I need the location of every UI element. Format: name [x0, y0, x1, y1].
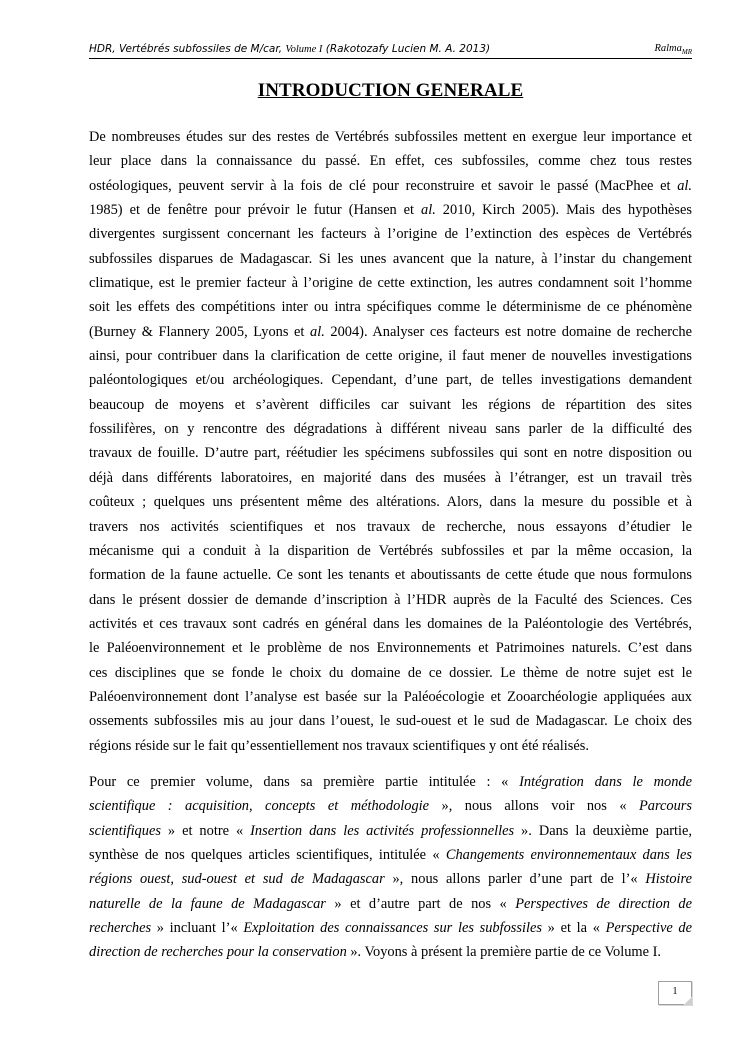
text-run: leur place dans la connaissance du passé. En effet, ces subfossiles, comme chez tous restes	[89, 153, 692, 170]
text-line	[89, 441, 692, 465]
text-line	[89, 794, 692, 818]
text-run: activités et ces travaux sont cadrés en général dans les domaines de la Paléontologie des Vertébrés,	[89, 615, 692, 632]
text-run: », nous allons parler d’une part de l’«	[384, 871, 646, 888]
text-run: De nombreuses études sur des restes de Vertébrés subfossiles mettent en exergue leur importance et	[89, 129, 692, 145]
text-line	[89, 198, 692, 222]
text-line	[89, 685, 692, 709]
text-run: mécanisme qui a conduit à la disparition de Vertébrés subfossiles et par la même occasion, la	[89, 542, 692, 559]
text-run: formation de la faune actuelle. Ce sont les tenants et aboutissants de cette étude que nous formulons	[89, 567, 692, 584]
italic-text: al.	[421, 202, 436, 219]
text-line	[89, 271, 692, 295]
text-run: ostéologiques, peuvent servir à la fois de clé pour reconstruire et savoir le passé (MacPhee et	[89, 177, 678, 194]
text-run: travers nos activités scientifiques et nos travaux de recherche, nous essayons d’étudier le	[89, 518, 692, 535]
italic-text: al.	[310, 323, 325, 340]
header-author: (Rakotozafy Lucien M. A. 2013)	[325, 43, 491, 55]
text-line	[89, 125, 692, 149]
text-run: déjà dans différents laboratoires, en majorité dans des musées à l’étranger, est un travail très	[89, 469, 692, 486]
text-run: Pour ce premier volume, dans sa première partie intitulée : «	[89, 774, 520, 790]
text-run: synthèse de nos quelques articles scientifiques, intitulée «	[89, 847, 446, 864]
italic-text: Perspective de	[605, 920, 692, 937]
text-run: régions réside sur le fait qu’essentiellement nos travaux scientifiques y ont été réalisés.	[89, 737, 589, 754]
text-line	[89, 344, 692, 368]
text-run: ces disciplines que se fonde le choix du domaine de ce dossier. Le thème de notre sujet est le	[89, 664, 692, 681]
header-title: HDR, Vertébrés subfossiles de M/car,	[89, 43, 283, 55]
text-run: (Burney & Flannery 2005, Lyons et	[89, 323, 311, 340]
text-line	[89, 709, 692, 733]
text-line	[89, 490, 692, 514]
italic-text: Intégration dans le monde	[519, 774, 693, 790]
header-rule	[89, 58, 692, 59]
italic-text: Parcours	[638, 798, 692, 815]
text-line	[89, 368, 692, 392]
text-run: 2004). Analyser ces facteurs est notre domaine de recherche	[324, 323, 692, 340]
header-right	[654, 43, 692, 56]
text-run: climatique, est le premier facteur à l’origine de cette extinction, les autres condamnent soit l’homme	[89, 275, 692, 292]
text-run: 2010, Kirch 2005). Mais des hypothèses	[435, 202, 692, 219]
text-line	[89, 588, 692, 612]
text-run: beaucoup de moyens et s’avèrent difficiles car suivant les régions de répartition des sites	[89, 396, 692, 413]
italic-text: Perspectives de direction de	[515, 895, 692, 912]
header-left	[89, 43, 490, 55]
page-number-box	[658, 981, 692, 1005]
text-line	[89, 515, 692, 539]
text-line	[89, 247, 692, 271]
italic-text: scientifiques	[89, 822, 161, 839]
italic-text: Exploitation des connaissances sur les subfossiles	[243, 920, 542, 937]
paragraph-2	[89, 770, 692, 965]
italic-text: Insertion dans les activités professionnelles	[250, 822, 515, 839]
text-line	[89, 174, 692, 198]
text-run: paléontologiques et/ou archéologiques. Cependant, d’une part, de telles investigations demandent	[89, 372, 692, 389]
text-line	[89, 843, 692, 867]
text-line	[89, 770, 692, 794]
text-run: » et d’autre part de nos «	[325, 895, 516, 912]
italic-text: direction de recherches pour la conservation	[89, 944, 347, 961]
italic-text: recherches	[89, 920, 152, 937]
text-run: dans le présent dossier de demande d’inscription à l’HDR auprès de la Faculté des Sciences. Ces	[89, 591, 692, 608]
text-run: », nous allons voir nos «	[429, 798, 639, 815]
page-number: 1	[672, 986, 678, 997]
text-line	[89, 661, 692, 685]
running-header	[89, 41, 692, 59]
italic-text: régions ouest, sud-ouest et sud de Madagascar	[89, 871, 385, 888]
text-run: travaux de fouille. D’autre part, réétudier les spécimens subfossiles qui sont en notre disposition ou	[89, 445, 692, 462]
italic-text: Changements environnementaux dans les	[445, 847, 692, 864]
text-run: » incluant l’«	[151, 920, 244, 937]
header-initials: Ralma	[654, 43, 682, 54]
section-title: INTRODUCTION GENERALE	[257, 80, 524, 101]
text-run: ainsi, pour contribuer dans la clarification de cette origine, il faut mener de nouvelles investigations	[89, 348, 692, 365]
text-line	[89, 636, 692, 660]
text-run: Paléoenvironnement dont l’analyse est basée sur la Paléoécologie et Zooarchéologie appliquées aux	[89, 688, 692, 705]
text-line	[89, 892, 692, 916]
text-run: » et notre «	[160, 822, 251, 839]
italic-text: Histoire	[645, 871, 692, 888]
text-line	[89, 916, 692, 940]
text-line	[89, 867, 692, 891]
text-run: ». Voyons à présent la première partie de ce Volume I.	[346, 944, 662, 961]
text-run: ossements subfossiles mis au jour dans l’ouest, le sud-ouest et le sud de Madagascar. Le choix des	[89, 713, 692, 730]
text-run: soit les effets des compétitions inter ou intra spécifiques comme le déterminisme de ce phénomène	[89, 299, 692, 316]
paragraph-1	[89, 125, 692, 758]
italic-text: scientifique : acquisition, concepts et méthodologie	[89, 798, 430, 815]
text-run: coûteux ; quelques uns présentent même des altérations. Alors, dans la mesure du possible et à	[89, 494, 692, 511]
text-line	[89, 295, 692, 319]
text-line	[89, 320, 692, 344]
text-line	[89, 940, 692, 964]
text-run: le Paléoenvironnement et le problème de nos Environnements et Patrimoines naturels. C’est dans	[89, 640, 692, 657]
text-line	[89, 539, 692, 563]
text-line	[89, 563, 692, 587]
text-line	[89, 417, 692, 441]
text-line	[89, 819, 692, 843]
header-volume: Volume I	[285, 44, 323, 55]
italic-text: al.	[677, 177, 692, 194]
text-line	[89, 612, 692, 636]
text-run: subfossiles disparues de Madagascar. Si les unes avancent que la nature, à l’instar du changement	[89, 250, 692, 267]
text-run: 1985) et de fenêtre pour prévoir le futur (Hansen et	[89, 202, 422, 219]
italic-text: naturelle de la faune de Madagascar	[89, 895, 326, 912]
text-line	[89, 466, 692, 490]
header-initials-sub: MR	[681, 48, 692, 57]
text-line	[89, 734, 692, 758]
text-run: divergentes surgissent concernant les facteurs à l’origine de l’extinction des espèces de Vertébrés	[89, 226, 692, 243]
text-run: ». Dans la deuxième partie,	[514, 822, 692, 839]
text-line	[89, 222, 692, 246]
text-line	[89, 149, 692, 173]
text-run: » et la «	[542, 920, 606, 937]
text-line	[89, 393, 692, 417]
text-run: fossilifères, on y rencontre des dégradations à différent niveau sans parler de la difficulté des	[89, 421, 692, 438]
